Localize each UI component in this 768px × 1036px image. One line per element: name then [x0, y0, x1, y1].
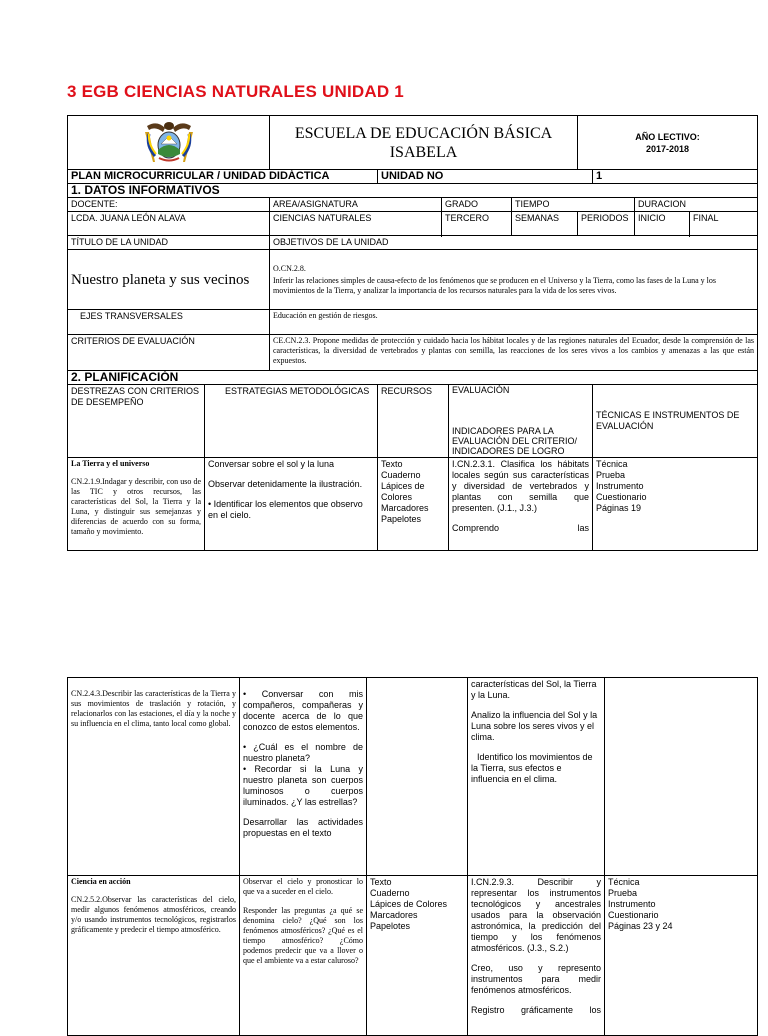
objetivo-text: Inferir las relaciones simples de causa-efecto de los fenómenos que se producen en el Universo y la Tierra, como las fases de la Luna y los movimientos de la Tierra, y analizar la importancia de los recursos naturales para la vida de los seres vivos.: [273, 275, 716, 295]
row2-estr2: • ¿Cuál es el nombre de nuestro planeta?: [243, 742, 363, 763]
row3-indicadores: [468, 876, 605, 1036]
row3-recurso: Texto: [370, 877, 392, 887]
ejes-value: Educación en gestión de riesgos.: [270, 310, 758, 335]
row2-estrategias: [240, 678, 367, 876]
inicio-label: INICIO: [635, 212, 690, 236]
row3-tecnicas: [605, 876, 758, 1036]
row3-recurso: Lápices de Colores: [370, 899, 448, 909]
logo-cell: [68, 116, 270, 170]
row3-tecnica: Técnica: [608, 877, 640, 887]
datos-heading: 1. DATOS INFORMATIVOS: [68, 184, 758, 198]
row1-recurso: Lápices de Colores: [381, 480, 425, 502]
row1-estr2: Observar detenidamente la ilustración.: [208, 478, 363, 489]
grado-value: TERCERO: [442, 212, 512, 236]
school-year-label: AÑO LECTIVO:: [635, 131, 700, 142]
semanas-label: SEMANAS: [512, 212, 578, 236]
row1-dest-text: CN.2.1.9.Indagar y describir, con uso de las TIC y otros recursos, las características del Sol, la Tierra y la Luna, y distinguir sus semejanzas y diferencias de acuerdo con su forma, tamaño y movimiento.: [71, 476, 201, 536]
criterios-value: CE.CN.2.3. Propone medidas de protección y cuidado hacia los hábitat locales y de las regiones naturales del Ecuador, desde la comprensión de las características, la diversidad de vertebrados y plantas con semilla, las reacciones de los seres vivos a los cambios y amenazas a las que están expuestos.: [270, 335, 758, 371]
row1-tecnica: Cuestionario: [596, 491, 647, 502]
row1-recurso: Marcadores: [381, 502, 429, 513]
row1-recurso: Cuaderno: [381, 469, 421, 480]
row3-ind2: Creo, uso y represento instrumentos para medir fenómenos atmosféricos.: [471, 963, 601, 995]
plan-label: PLAN MICROCURRICULAR / UNIDAD DIDÁCTICA: [68, 170, 378, 184]
objetivo-cell: [270, 250, 758, 310]
row1-tecnica: Prueba: [596, 469, 626, 480]
school-name: ESCUELA DE EDUCACIÓN BÁSICA ISABELA: [270, 116, 578, 170]
unit-title: Nuestro planeta y sus vecinos: [68, 250, 270, 310]
row3-estr2: Responder las preguntas ¿a qué se denomina cielo? ¿Qué son los fenómenos atmosféricos? ¿Qué es el tiempo atmosférico? ¿Cómo podemos predecir que va a llover o que el ambiente va a estar caluroso?: [243, 906, 363, 965]
row2-destrezas: [68, 678, 240, 876]
unit-label: UNIDAD NO: [378, 170, 593, 184]
plan-table-page1: [67, 115, 758, 551]
row3-ind3: Registro gráficamente los: [471, 1005, 601, 1015]
row2-ind1: Analizo la influencia del Sol y la Luna sobre los seres vivos y el clima.: [471, 710, 598, 742]
row1-estr3: • Identificar los elementos que observo en el cielo.: [208, 498, 363, 520]
ejes-label: EJES TRANSVERSALES: [68, 310, 270, 335]
row1-ind1: I.CN.2.3.1. Clasifica los hábitats locales según sus características y diversidad de vertebrados y plantas con semilla que presenten. (J.1., J.3.): [452, 458, 590, 513]
col-recursos: RECURSOS: [378, 385, 449, 458]
row1-recurso: Papelotes: [381, 513, 422, 524]
grado-label: GRADO: [442, 198, 512, 212]
document-title: 3 EGB CIENCIAS NATURALES UNIDAD 1: [67, 82, 404, 101]
row2-dest-text: CN.2.4.3.Describir las características de la Tierra y sus movimientos de traslación y rotación, y relacionarlos con las estaciones, el día y la noche y su influencia en el clima, tanto local como global.: [71, 689, 236, 728]
row3-dest-title: Ciencia en acción: [71, 877, 131, 886]
row3-tecnica: Páginas 23 y 24: [608, 921, 673, 931]
row1-dest-title: La Tierra y el universo: [71, 458, 150, 468]
ecuador-coat-of-arms-icon: [143, 118, 195, 164]
row3-recursos: [367, 876, 468, 1036]
row2-estr1: • Conversar con mis compañeros, compañeras y docente acerca de lo que conozco de estos elementos.: [243, 689, 363, 732]
row1-tecnica: Técnica: [596, 458, 628, 469]
row2-recursos: [367, 678, 468, 876]
row3-recurso: Papelotes: [370, 921, 411, 931]
row1-indicadores: [449, 457, 593, 550]
row1-tecnica: Instrumento: [596, 480, 644, 491]
col-evaluacion: EVALUACIÓN: [449, 385, 593, 425]
row3-recurso: Marcadores: [370, 910, 418, 920]
plan-table-page2: [67, 677, 758, 1036]
objetivos-label: OBJETIVOS DE LA UNIDAD: [270, 236, 758, 250]
area-value: CIENCIAS NATURALES: [270, 212, 442, 236]
row3-recurso: Cuaderno: [370, 888, 410, 898]
row3-destrezas: [68, 876, 240, 1036]
objetivo-code: O.CN.2.8.: [273, 263, 306, 273]
planificacion-heading: 2. PLANIFICACIÓN: [68, 371, 758, 385]
row2-ind2: Identifico los movimientos de la Tierra, sus efectos e influencia en el clima.: [471, 752, 593, 784]
row3-estrategias: [240, 876, 367, 1036]
periodos-label: PERIODOS: [578, 212, 635, 236]
col-indicadores: INDICADORES PARA LA EVALUACIÓN DEL CRITERIO/ INDICADORES DE LOGRO: [449, 425, 593, 458]
titulo-label: TÍTULO DE LA UNIDAD: [68, 236, 270, 250]
tiempo-label: TIEMPO: [512, 198, 635, 212]
criterios-label: CRITERIOS DE EVALUACIÓN: [68, 335, 270, 371]
school-year-cell: [578, 116, 758, 170]
row2-estr4: Desarrollar las actividades propuestas en el texto: [243, 817, 363, 838]
row3-dest-text: CN.2.5.2.Observar las características del cielo, medir algunos fenómenos atmosféricos, creando y/o usando instrumentos tecnológicos, registrarlos gráficamente y predecir el tiempo atmosférico.: [71, 895, 236, 934]
row1-tecnica: Páginas 19: [596, 502, 642, 513]
col-tecnicas: TÉCNICAS E INSTRUMENTOS DE EVALUACIÓN: [593, 385, 758, 458]
school-year: 2017-2018: [645, 143, 690, 154]
row3-estr1: Observar el cielo y pronosticar lo que va a suceder en el cielo.: [243, 877, 363, 896]
row2-estr3: • Recordar si la Luna y nuestro planeta son cuerpos luminosos o cuerpos iluminados. ¿Y las estrellas?: [243, 764, 363, 807]
row3-tecnica: Cuestionario: [608, 910, 659, 920]
col-destrezas: DESTREZAS CON CRITERIOS DE DESEMPEÑO: [68, 385, 205, 458]
row2-tecnicas: [605, 678, 758, 876]
row1-tecnicas: [593, 457, 758, 550]
row1b-ind-cont: características del Sol, la Tierra y la Luna.: [471, 679, 597, 700]
row1-estr1: Conversar sobre el sol y la luna: [208, 458, 335, 469]
row1-recursos: [378, 457, 449, 550]
docente-value: LCDA. JUANA LEÓN ALAVA: [68, 212, 270, 236]
row3-tecnica: Instrumento: [608, 899, 656, 909]
col-estrategias: ESTRATEGIAS METODOLÓGICAS: [205, 385, 378, 458]
row2-indicadores: [468, 678, 605, 876]
row3-tecnica: Prueba: [608, 888, 638, 898]
row1-destrezas: [68, 457, 205, 550]
unit-number: 1: [593, 170, 758, 184]
duracion-label: DURACION: [635, 198, 758, 212]
row1-ind2: Comprendo las: [452, 522, 590, 533]
docente-label: DOCENTE:: [68, 198, 270, 212]
final-label: FINAL: [690, 212, 758, 236]
area-label: AREA/ASIGNATURA: [270, 198, 442, 212]
row1-estrategias: [205, 457, 378, 550]
row3-ind1: I.CN.2.9.3. Describir y representar los instrumentos tecnológicos y ancestrales usados para la observación astronómica, la predicción del tiempo y los fenómenos atmosféricos. (J.3., S.2.): [471, 877, 601, 953]
row1-recurso: Texto: [381, 458, 403, 469]
